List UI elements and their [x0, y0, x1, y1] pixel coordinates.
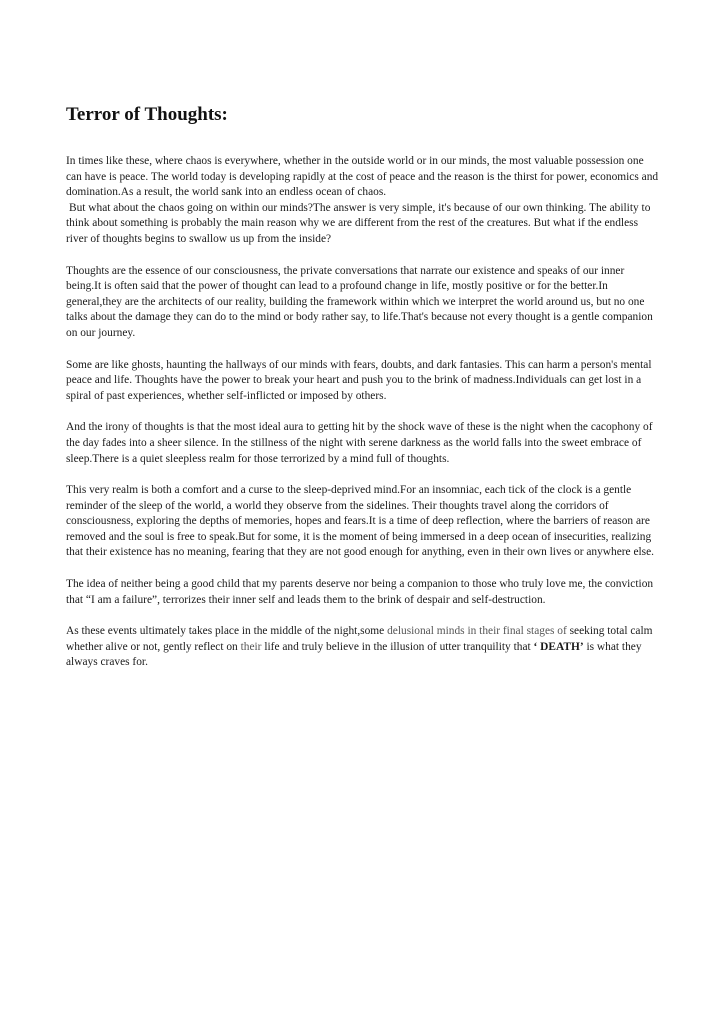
document-body — [66, 154, 662, 687]
paragraph-8 — [66, 624, 662, 671]
paragraph-2: But what about the chaos going on within our minds?The answer is very simple, it's because of our own thinking. The ability to think about something is probably the main reason why we are different from the rest of the creatures. But what if the endless river of thoughts begins to swallow us up from the inside? — [66, 201, 651, 245]
document-title: Terror of Thoughts: — [66, 104, 228, 125]
death-emphasis: ‘ DEATH’ — [533, 640, 584, 653]
paragraph-8-part-4: their — [240, 640, 262, 653]
paragraph-5: And the irony of thoughts is that the most ideal aura to getting hit by the shock wave of these is the night when the cacophony of the day fades into a sheer silence. In the stillness of the night with serene darkness as the world falls into the sweet embrace of sleep.There is a quiet sleepless realm for those terrorized by a mind full of thoughts. — [66, 421, 653, 465]
paragraph-3: Thoughts are the essence of our consciousness, the private conversations that narrate our existence and speaks of our inner being.It is often said that the power of thought can lead to a profound change in life, mostly positive or for the better.In general,they are the architects of our reality, building the framework within which we interpret the world around us, but no one talks about the damage they can do to the mind or body rather say, to life.That's because not every thought is a gentle companion on our journey. — [66, 264, 653, 339]
paragraph-4: Some are like ghosts, haunting the hallways of our minds with fears, doubts, and dark fantasies. This can harm a person's mental peace and life. Thoughts have the power to break your heart and push you to the brink of madness.Individuals can get lost in a spiral of past experiences, whether self-inflicted or imposed by others. — [66, 358, 652, 402]
paragraph-8-part-5: life and truly believe in the illusion of utter tranquility that — [261, 640, 534, 653]
paragraph-8-part-1: As these events ultimately takes place in the middle of the night,some — [66, 625, 388, 638]
paragraph-6: This very realm is both a comfort and a curse to the sleep-deprived mind.For an insomniac, each tick of the clock is a gentle reminder of the sleep of the world, a world they observe from the sidelines. Their thoughts travel along the corridors of consciousness, exploring the depths of memories, hopes and fears.It is a time of deep reflection, where the barriers of reason are removed and the soul is free to speak.But for some, it is the moment of being immersed in a deep ocean of insecurities, realizing that their existence has no meaning, fearing that they are not good enough for anything, even in their own lives or anywhere else. — [66, 484, 655, 559]
paragraph-1: In times like these, where chaos is everywhere, whether in the outside world or in our minds, the most valuable possession one can have is peace. The world today is developing rapidly at the cost of peace and the reason is the thirst for power, economics and domination.As a result, the world sank into an endless ocean of chaos. — [66, 155, 659, 199]
paragraph-8-part-2: delusional minds in their final stages of — [387, 625, 570, 638]
paragraph-8-part-3: seeking total calm whether alive or not, gently reflect on — [66, 625, 653, 653]
paragraph-7: The idea of neither being a good child that my parents deserve nor being a companion to those who truly love me, the conviction that “I am a failure”, terrorizes their inner self and leads them to the brink of despair and self-destruction. — [66, 578, 654, 606]
paragraph-8-part-6: is what they always craves for. — [66, 640, 642, 669]
